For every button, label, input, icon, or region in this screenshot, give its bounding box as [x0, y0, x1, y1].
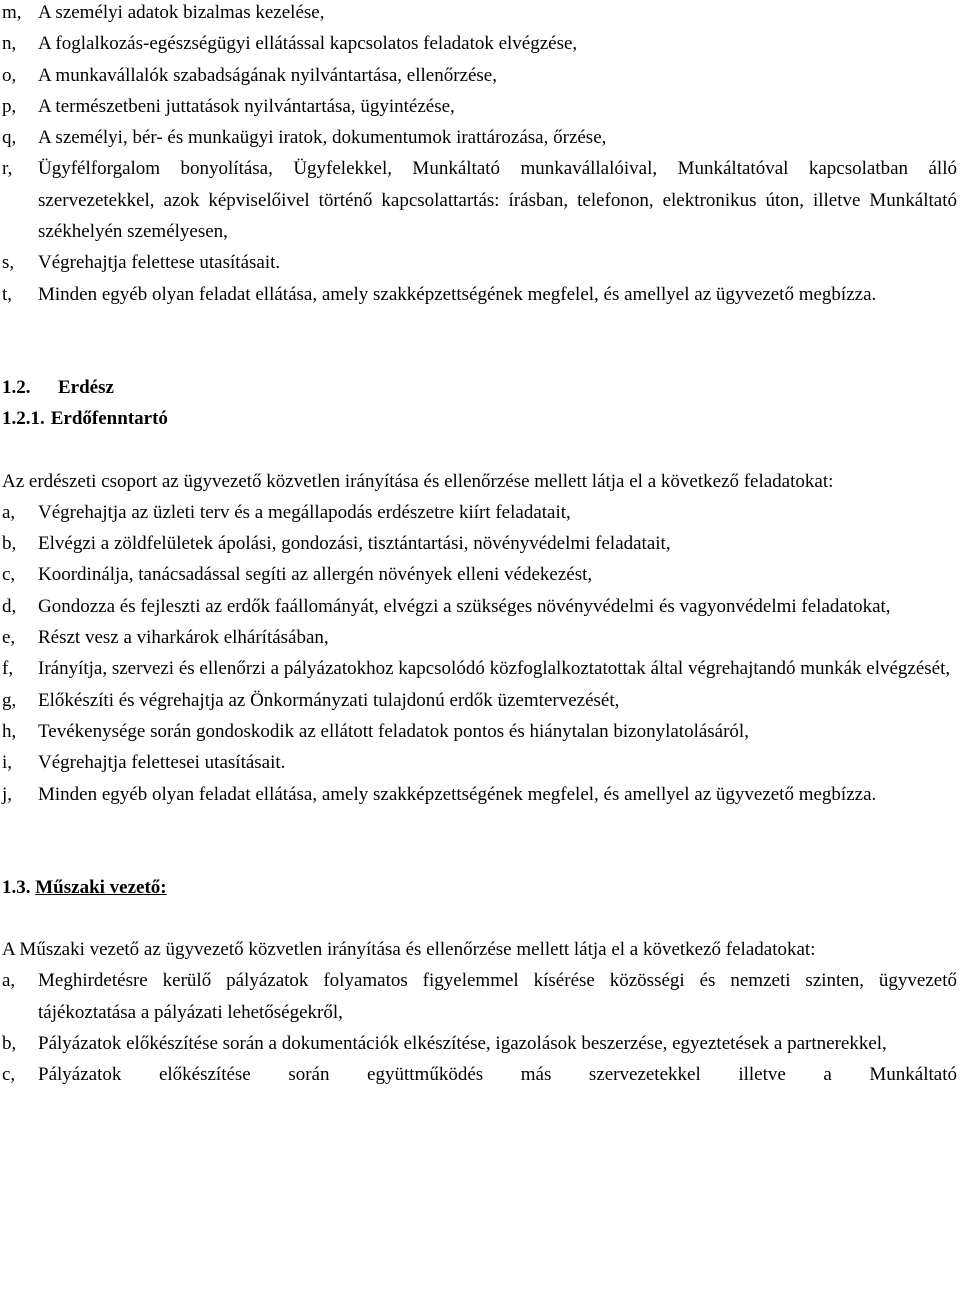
- list-marker: t,: [2, 283, 13, 305]
- list-marker: c,: [2, 1064, 16, 1086]
- list-text: Ügyfélforgalom bonyolítása, Ügyfelekkel, Munkáltató munkavállalóival, Munkáltatóval kapcsolatban álló szervezetekkel, azok képviselőivel történő kapcsolattartás: írásban, telefonon, elektronikus úton, illetve Munkáltató székhelyén személyesen,: [38, 158, 957, 243]
- list-top: [2, 0, 957, 310]
- list-text: Végrehajtja felettesei utasításait.: [38, 752, 286, 774]
- list-text: A személyi, bér- és munkaügyi iratok, dokumentumok irattározása, őrzése,: [38, 127, 607, 149]
- spacer: [2, 310, 957, 372]
- list-text: Végrehajtja felettese utasításait.: [38, 252, 281, 274]
- section-heading-erdesz: [2, 372, 957, 403]
- erdesz-intro-paragraph: Az erdészeti csoport az ügyvezető közvetlen irányítása és ellenőrzése mellett látja el a következő feladatokat:: [2, 470, 834, 492]
- list-text: A természetbeni juttatások nyilvántartása, ügyintézése,: [38, 95, 455, 117]
- list-muszaki: [2, 965, 957, 1090]
- list-text: Gondozza és fejleszti az erdők faállományát, elvégzi a szükséges növényvédelmi és vagyonvédelmi feladatokat,: [38, 595, 891, 617]
- list-item: [2, 622, 957, 653]
- list-text: Végrehajtja az üzleti terv és a megállapodás erdészetre kiírt feladatait,: [38, 501, 571, 523]
- list-text: A foglalkozás-egészségügyi ellátással kapcsolatos feladatok elvégzése,: [38, 33, 578, 55]
- list-item: [2, 247, 957, 278]
- list-text: Meghirdetésre kerülő pályázatok folyamatos figyelemmel kísérése közösségi és nemzeti szinten, ügyvezető tájékoztatása a pályázati lehetőségekről,: [38, 970, 957, 1023]
- list-marker: b,: [2, 533, 17, 555]
- list-item: [2, 60, 957, 91]
- list-item: [2, 528, 957, 559]
- list-text: Minden egyéb olyan feladat ellátása, amely szakképzettségének megfelel, és amellyel az ügyvezető megbízza.: [38, 783, 877, 805]
- list-marker: j,: [2, 783, 13, 805]
- list-marker: i,: [2, 752, 13, 774]
- list-item: [2, 747, 957, 778]
- list-marker: o,: [2, 64, 17, 86]
- list-text: A munkavállalók szabadságának nyilvántartása, ellenőrzése,: [38, 64, 497, 86]
- list-item: [2, 279, 957, 310]
- list-item: [2, 1028, 957, 1059]
- list-text: Koordinálja, tanácsadással segíti az allergén növények elleni védekezést,: [38, 564, 593, 586]
- list-item: [2, 653, 957, 684]
- list-item: [2, 591, 957, 622]
- list-item: [2, 153, 957, 247]
- list-erdesz: [2, 497, 957, 810]
- list-marker: g,: [2, 689, 17, 711]
- list-marker: a,: [2, 501, 16, 523]
- list-item: [2, 0, 957, 28]
- list-text: Elvégzi a zöldfelületek ápolási, gondozási, tisztántartási, növényvédelmi feladatait,: [38, 533, 671, 555]
- list-marker: b,: [2, 1033, 17, 1055]
- list-item: [2, 559, 957, 590]
- section-title: Erdőfenntartó: [50, 408, 168, 430]
- list-item: [2, 122, 957, 153]
- list-marker: f,: [2, 658, 14, 680]
- list-marker: h,: [2, 720, 17, 742]
- list-marker: p,: [2, 95, 17, 117]
- section-heading-muszaki: [2, 872, 957, 903]
- spacer: [2, 810, 957, 872]
- document-page: [2, 0, 957, 1091]
- list-marker: c,: [2, 564, 16, 586]
- list-text: A személyi adatok bizalmas kezelése,: [38, 2, 325, 23]
- list-item: [2, 497, 957, 528]
- list-marker: e,: [2, 627, 16, 649]
- list-item: [2, 28, 957, 59]
- list-item: [2, 716, 957, 747]
- list-text: Pályázatok előkészítése során a dokumentációk elkészítése, igazolások beszerzése, egyeztetések a partnerekkel,: [38, 1033, 887, 1055]
- list-marker: m,: [2, 2, 22, 23]
- spacer: [2, 435, 957, 466]
- list-text: Pályázatok előkészítése során együttműködés más szervezetekkel illetve a Munkáltató: [38, 1064, 957, 1086]
- list-marker: r,: [2, 158, 13, 180]
- list-text: Tevékenysége során gondoskodik az ellátott feladatok pontos és hiánytalan bizonylatolásáról,: [38, 720, 749, 742]
- section-title: Erdész: [58, 376, 114, 398]
- section-number: 1.2.: [2, 376, 31, 398]
- list-marker: q,: [2, 127, 17, 149]
- section-number: 1.3.: [2, 876, 31, 898]
- list-item: [2, 965, 957, 1028]
- list-item: [2, 91, 957, 122]
- list-text: Előkészíti és végrehajtja az Önkormányzati tulajdonú erdők üzemtervezését,: [38, 689, 620, 711]
- section-number: 1.2.1.: [2, 408, 45, 430]
- list-text: Részt vesz a viharkárok elhárításában,: [38, 627, 329, 649]
- list-text: Minden egyéb olyan feladat ellátása, amely szakképzettségének megfelel, és amellyel az ügyvezető megbízza.: [38, 283, 877, 305]
- list-text: Irányítja, szervezi és ellenőrzi a pályázatokhoz kapcsolódó közfoglalkoztatottak által végrehajtandó munkák elvégzését,: [38, 658, 951, 680]
- list-marker: s,: [2, 252, 15, 274]
- list-item: [2, 779, 957, 810]
- list-item: [2, 1059, 957, 1090]
- muszaki-intro-paragraph: A Műszaki vezető az ügyvezető közvetlen irányítása és ellenőrzése mellett látja el a következő feladatokat:: [2, 939, 816, 961]
- list-marker: d,: [2, 595, 17, 617]
- list-item: [2, 685, 957, 716]
- spacer: [2, 903, 957, 934]
- section-title: Műszaki vezető:: [35, 876, 167, 898]
- section-heading-erdofenntarto: [2, 403, 957, 434]
- list-marker: n,: [2, 33, 17, 55]
- list-marker: a,: [2, 970, 16, 992]
